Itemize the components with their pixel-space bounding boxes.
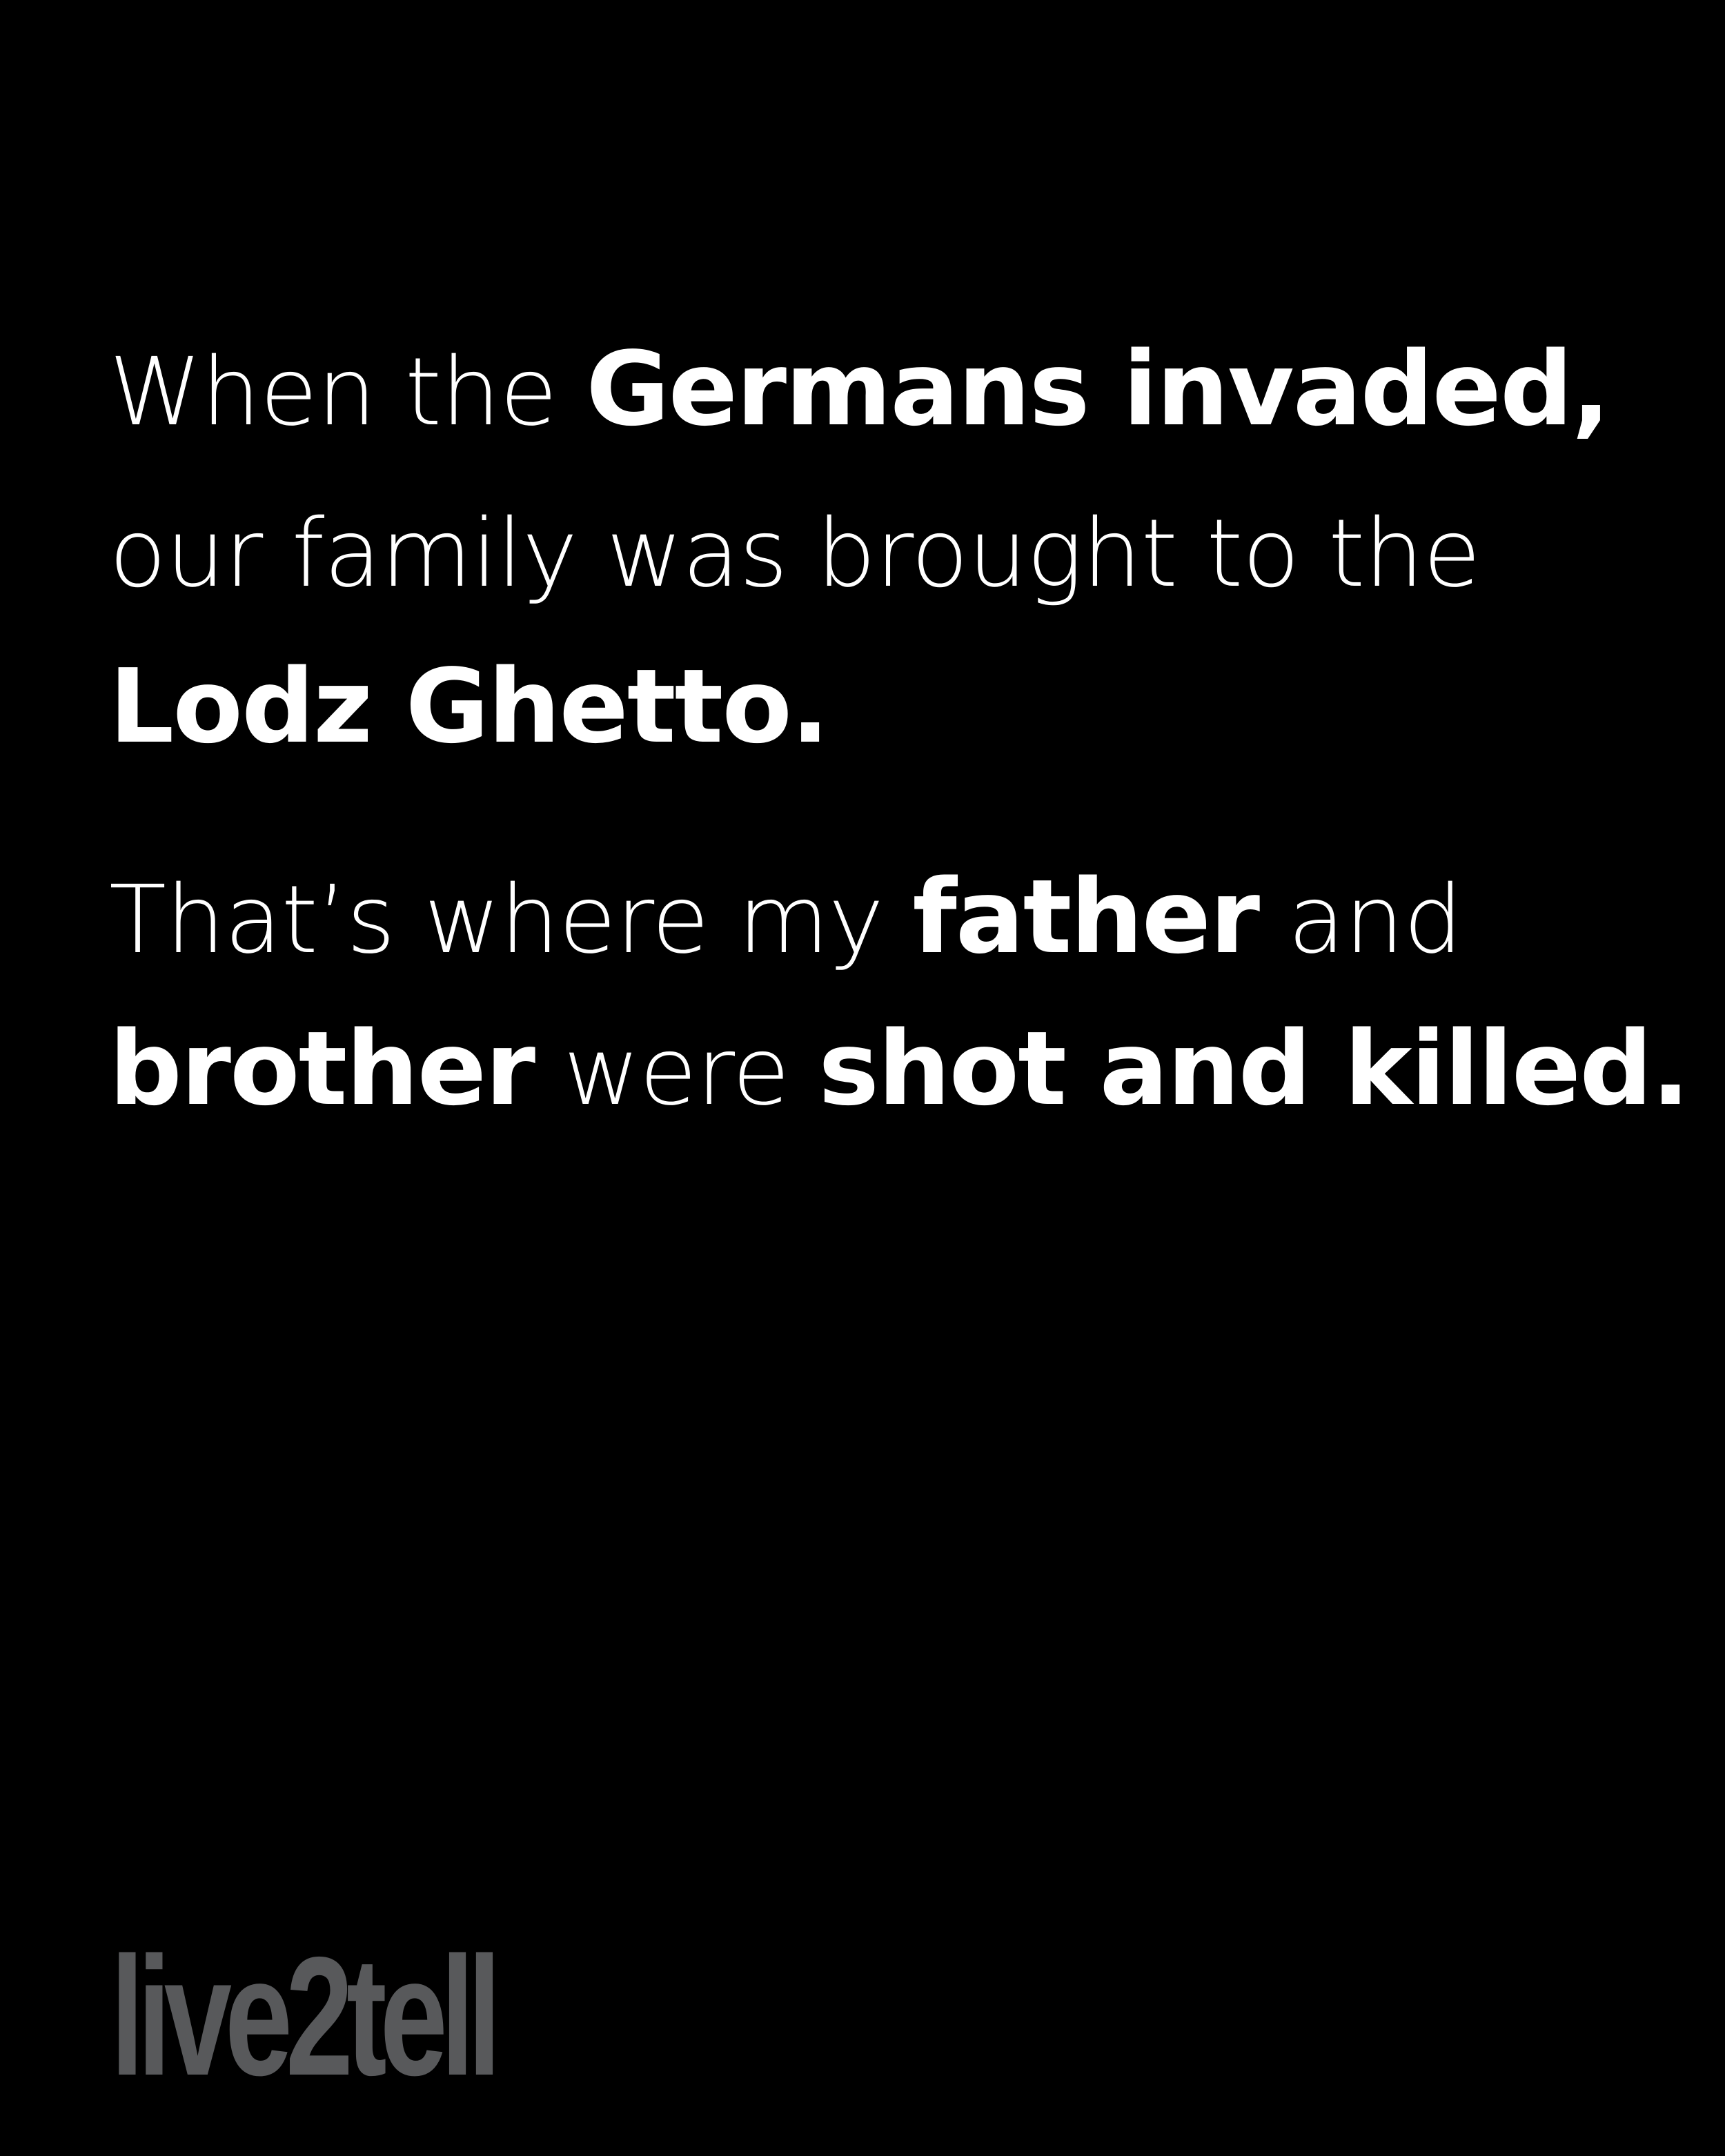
quote-line-2-plain: our family was brought to the [109, 500, 1481, 609]
quote-line-1 [109, 330, 1610, 448]
quote-line-4-plain: That’s where my [109, 866, 884, 975]
quote-line-4 [109, 858, 1463, 976]
quote-line-5-bold: brother [109, 1009, 535, 1128]
quote-line-1-plain: When the [109, 338, 557, 447]
quote-line-4-plain-2: and [1288, 866, 1463, 975]
live2tell-logo: live2tell [110, 1921, 495, 2110]
quote-line-4-bold: father [912, 858, 1259, 976]
quote-line-2 [109, 500, 1481, 609]
quote-line-3 [109, 647, 829, 766]
quote-line-5-plain: were [563, 1018, 789, 1127]
quote-line-1-bold: Germans invaded, [586, 330, 1610, 448]
quote-line-5-bold-2: shot and killed. [818, 1009, 1689, 1128]
quote-line-3-bold: Lodz Ghetto. [109, 647, 829, 766]
quote-line-5 [109, 1009, 1689, 1128]
